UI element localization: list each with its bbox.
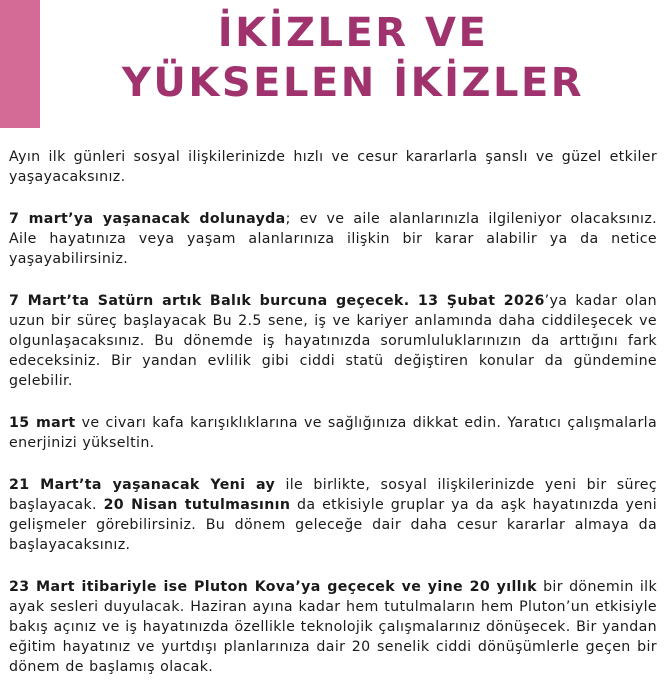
paragraph-highlight: 20 Nisan tutulmasının xyxy=(103,497,291,513)
accent-bar xyxy=(0,0,40,128)
paragraph-text: da etkisiyle gruplar ya da aşk hayatınızda yeni gelişmeler görebilirsiniz. Bu dönem geleceğe dair daha cesur kararlar almaya da başlayacaksınız. xyxy=(9,497,658,553)
paragraph-intro xyxy=(9,147,657,187)
paragraph-text: ile birlikte, sosyal ilişkilerinizde yeni bir süreç başlayacak. xyxy=(9,477,657,513)
paragraph-new-moon xyxy=(9,475,657,555)
paragraph-march-15 xyxy=(9,413,657,453)
title-line-1: İKİZLER VE xyxy=(217,10,489,56)
horoscope-content xyxy=(9,147,657,699)
paragraph-text: ve civarı kafa karışıklıklarına ve sağlığınıza dikkat edin. Yaratıcı çalışmalarla enerjinizi yükseltin. xyxy=(9,415,657,451)
paragraph-highlight: 7 Mart’ta Satürn artık Balık burcuna geçecek. 13 Şubat 2026 xyxy=(9,293,545,309)
paragraph-text: Ayın ilk günleri sosyal ilişkilerinizde hızlı ve cesur kararlarla şanslı ve güzel etkiler yaşayacaksınız. xyxy=(9,149,657,185)
page-title xyxy=(40,8,666,108)
paragraph-text: bir dönemin ilk ayak sesleri duyulacak. Haziran ayına kadar hem tutulmaların hem Pluton’un etkisiyle bakış açınız ve iş hayatınızda özellikle teknolojik çalışmalarınız dönüşecek. Bir yandan eğitim hayatınız ve yurtdışı planlarınıza dair 20 senelik ciddi dönüşümlerle geçen bir dönem de başlamış olacak. xyxy=(9,579,658,675)
paragraph-highlight: 23 Mart itibariyle ise Pluton Kova’ya geçecek ve yine 20 yıllık xyxy=(9,579,537,595)
paragraph-saturn xyxy=(9,291,657,391)
paragraph-full-moon xyxy=(9,209,657,269)
paragraph-highlight: 7 mart’ya yaşanacak dolunayda xyxy=(9,211,286,227)
paragraph-text: ’ya kadar olan uzun bir süreç başlayacak Bu 2.5 sene, iş ve kariyer anlamında daha ciddileşecek ve olgunlaşacaksınız. Bu dönemde iş hayatınızda sorumluluklarınızın da arttığını fark edeceksiniz. Bir yandan evlilik gibi ciddi statü değiştiren konular da gündemine gelebilir. xyxy=(9,293,657,389)
title-line-2: YÜKSELEN İKİZLER xyxy=(121,60,585,106)
paragraph-text: ; ev ve aile alanlarınızla ilgileniyor olacaksınız. Aile hayatınıza veya yaşam alanlarınıza ilişkin bir karar alabilir ya da netice yaşayabilirsiniz. xyxy=(9,211,657,267)
paragraph-highlight: 21 Mart’ta yaşanacak Yeni ay xyxy=(9,477,276,493)
paragraph-highlight: 15 mart xyxy=(9,415,76,431)
paragraph-pluto xyxy=(9,577,657,677)
